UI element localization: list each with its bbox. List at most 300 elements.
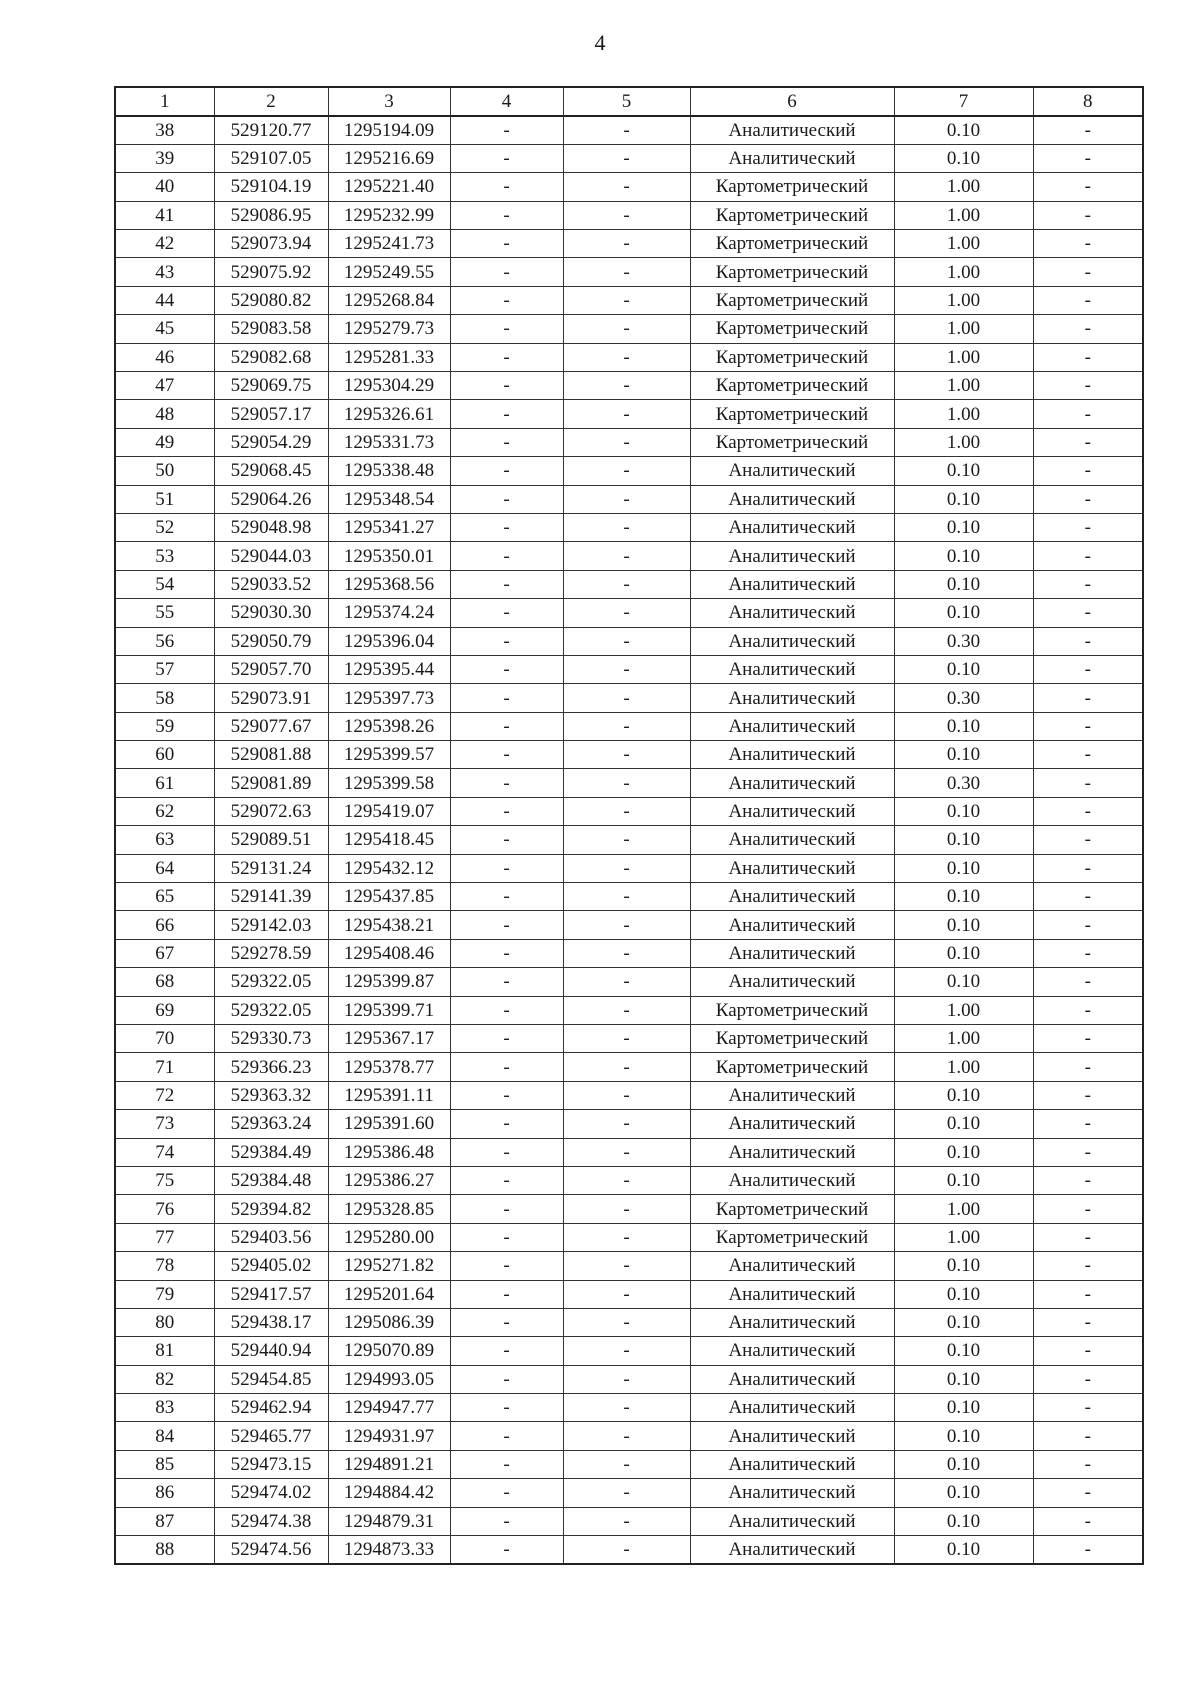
method-cell: Аналитический <box>690 1394 894 1422</box>
method-cell: Аналитический <box>690 570 894 598</box>
col5-cell: - <box>563 911 690 939</box>
col5-cell: - <box>563 372 690 400</box>
y-coordinate-cell: 1294947.77 <box>328 1394 450 1422</box>
table-row <box>115 1166 1143 1194</box>
x-coordinate-cell: 529057.17 <box>214 400 328 428</box>
col4-cell: - <box>450 485 563 513</box>
col5-cell: - <box>563 996 690 1024</box>
x-coordinate-cell: 529107.05 <box>214 144 328 172</box>
col4-cell: - <box>450 741 563 769</box>
point-number-cell: 38 <box>115 116 214 144</box>
table-row <box>115 116 1143 144</box>
table-row <box>115 1081 1143 1109</box>
col5-cell: - <box>563 343 690 371</box>
col8-cell: - <box>1033 1308 1143 1336</box>
table-row <box>115 258 1143 286</box>
col4-cell: - <box>450 315 563 343</box>
column-header-4: 4 <box>450 87 563 116</box>
x-coordinate-cell: 529322.05 <box>214 968 328 996</box>
y-coordinate-cell: 1295241.73 <box>328 230 450 258</box>
point-number-cell: 49 <box>115 428 214 456</box>
point-number-cell: 82 <box>115 1365 214 1393</box>
method-cell: Аналитический <box>690 655 894 683</box>
point-number-cell: 57 <box>115 655 214 683</box>
method-cell: Аналитический <box>690 1252 894 1280</box>
table-row <box>115 1536 1143 1564</box>
col4-cell: - <box>450 1166 563 1194</box>
col4-cell: - <box>450 116 563 144</box>
point-number-cell: 54 <box>115 570 214 598</box>
table-row <box>115 1394 1143 1422</box>
col5-cell: - <box>563 286 690 314</box>
col5-cell: - <box>563 1025 690 1053</box>
col8-cell: - <box>1033 883 1143 911</box>
point-number-cell: 65 <box>115 883 214 911</box>
col8-cell: - <box>1033 599 1143 627</box>
col8-cell: - <box>1033 1280 1143 1308</box>
col8-cell: - <box>1033 343 1143 371</box>
x-coordinate-cell: 529075.92 <box>214 258 328 286</box>
accuracy-cell: 1.00 <box>894 372 1033 400</box>
method-cell: Аналитический <box>690 627 894 655</box>
col8-cell: - <box>1033 712 1143 740</box>
col8-cell: - <box>1033 1195 1143 1223</box>
accuracy-cell: 0.10 <box>894 712 1033 740</box>
column-header-7: 7 <box>894 87 1033 116</box>
col5-cell: - <box>563 1308 690 1336</box>
accuracy-cell: 1.00 <box>894 1053 1033 1081</box>
method-cell: Картометрический <box>690 996 894 1024</box>
point-number-cell: 81 <box>115 1337 214 1365</box>
x-coordinate-cell: 529081.88 <box>214 741 328 769</box>
col4-cell: - <box>450 542 563 570</box>
table-row <box>115 315 1143 343</box>
method-cell: Аналитический <box>690 1166 894 1194</box>
col5-cell: - <box>563 1223 690 1251</box>
col4-cell: - <box>450 258 563 286</box>
col4-cell: - <box>450 1479 563 1507</box>
col5-cell: - <box>563 1394 690 1422</box>
method-cell: Картометрический <box>690 1223 894 1251</box>
y-coordinate-cell: 1295398.26 <box>328 712 450 740</box>
x-coordinate-cell: 529473.15 <box>214 1450 328 1478</box>
y-coordinate-cell: 1295348.54 <box>328 485 450 513</box>
x-coordinate-cell: 529454.85 <box>214 1365 328 1393</box>
col5-cell: - <box>563 1053 690 1081</box>
col8-cell: - <box>1033 627 1143 655</box>
col5-cell: - <box>563 258 690 286</box>
x-coordinate-cell: 529086.95 <box>214 201 328 229</box>
col4-cell: - <box>450 1223 563 1251</box>
y-coordinate-cell: 1295338.48 <box>328 457 450 485</box>
method-cell: Аналитический <box>690 741 894 769</box>
col4-cell: - <box>450 968 563 996</box>
y-coordinate-cell: 1295367.17 <box>328 1025 450 1053</box>
accuracy-cell: 0.10 <box>894 1337 1033 1365</box>
accuracy-cell: 0.10 <box>894 1280 1033 1308</box>
col5-cell: - <box>563 826 690 854</box>
x-coordinate-cell: 529089.51 <box>214 826 328 854</box>
accuracy-cell: 0.10 <box>894 599 1033 627</box>
point-number-cell: 58 <box>115 684 214 712</box>
y-coordinate-cell: 1295280.00 <box>328 1223 450 1251</box>
table-row <box>115 1507 1143 1535</box>
col8-cell: - <box>1033 173 1143 201</box>
col8-cell: - <box>1033 485 1143 513</box>
col4-cell: - <box>450 797 563 825</box>
x-coordinate-cell: 529474.38 <box>214 1507 328 1535</box>
table-row <box>115 1308 1143 1336</box>
table-row <box>115 542 1143 570</box>
point-number-cell: 83 <box>115 1394 214 1422</box>
y-coordinate-cell: 1295397.73 <box>328 684 450 712</box>
method-cell: Аналитический <box>690 1507 894 1535</box>
method-cell: Картометрический <box>690 173 894 201</box>
table-row <box>115 883 1143 911</box>
accuracy-cell: 0.10 <box>894 1252 1033 1280</box>
y-coordinate-cell: 1294884.42 <box>328 1479 450 1507</box>
point-number-cell: 77 <box>115 1223 214 1251</box>
point-number-cell: 42 <box>115 230 214 258</box>
accuracy-cell: 1.00 <box>894 258 1033 286</box>
x-coordinate-cell: 529474.02 <box>214 1479 328 1507</box>
table-row <box>115 144 1143 172</box>
method-cell: Аналитический <box>690 1365 894 1393</box>
accuracy-cell: 0.10 <box>894 1536 1033 1564</box>
x-coordinate-cell: 529030.30 <box>214 599 328 627</box>
point-number-cell: 67 <box>115 939 214 967</box>
col8-cell: - <box>1033 315 1143 343</box>
method-cell: Аналитический <box>690 1337 894 1365</box>
header-row <box>115 87 1143 116</box>
col5-cell: - <box>563 741 690 769</box>
col4-cell: - <box>450 1138 563 1166</box>
point-number-cell: 41 <box>115 201 214 229</box>
column-header-3: 3 <box>328 87 450 116</box>
col8-cell: - <box>1033 996 1143 1024</box>
point-number-cell: 45 <box>115 315 214 343</box>
point-number-cell: 88 <box>115 1536 214 1564</box>
table-row <box>115 457 1143 485</box>
col8-cell: - <box>1033 684 1143 712</box>
col4-cell: - <box>450 173 563 201</box>
col8-cell: - <box>1033 854 1143 882</box>
x-coordinate-cell: 529474.56 <box>214 1536 328 1564</box>
method-cell: Аналитический <box>690 1110 894 1138</box>
y-coordinate-cell: 1294873.33 <box>328 1536 450 1564</box>
y-coordinate-cell: 1295221.40 <box>328 173 450 201</box>
col8-cell: - <box>1033 1252 1143 1280</box>
method-cell: Аналитический <box>690 826 894 854</box>
col4-cell: - <box>450 627 563 655</box>
accuracy-cell: 1.00 <box>894 286 1033 314</box>
col8-cell: - <box>1033 1365 1143 1393</box>
col8-cell: - <box>1033 457 1143 485</box>
x-coordinate-cell: 529278.59 <box>214 939 328 967</box>
y-coordinate-cell: 1295408.46 <box>328 939 450 967</box>
method-cell: Аналитический <box>690 1422 894 1450</box>
method-cell: Аналитический <box>690 939 894 967</box>
y-coordinate-cell: 1295194.09 <box>328 116 450 144</box>
col4-cell: - <box>450 826 563 854</box>
col8-cell: - <box>1033 1110 1143 1138</box>
accuracy-cell: 0.10 <box>894 1450 1033 1478</box>
table-row <box>115 741 1143 769</box>
col8-cell: - <box>1033 797 1143 825</box>
col8-cell: - <box>1033 1479 1143 1507</box>
accuracy-cell: 0.10 <box>894 854 1033 882</box>
table-row <box>115 1280 1143 1308</box>
x-coordinate-cell: 529465.77 <box>214 1422 328 1450</box>
y-coordinate-cell: 1295378.77 <box>328 1053 450 1081</box>
y-coordinate-cell: 1295395.44 <box>328 655 450 683</box>
method-cell: Аналитический <box>690 1450 894 1478</box>
col5-cell: - <box>563 854 690 882</box>
col5-cell: - <box>563 1422 690 1450</box>
table-row <box>115 599 1143 627</box>
x-coordinate-cell: 529104.19 <box>214 173 328 201</box>
x-coordinate-cell: 529384.49 <box>214 1138 328 1166</box>
x-coordinate-cell: 529363.32 <box>214 1081 328 1109</box>
x-coordinate-cell: 529073.91 <box>214 684 328 712</box>
column-header-6: 6 <box>690 87 894 116</box>
method-cell: Картометрический <box>690 428 894 456</box>
table-row <box>115 1479 1143 1507</box>
x-coordinate-cell: 529322.05 <box>214 996 328 1024</box>
col4-cell: - <box>450 684 563 712</box>
col5-cell: - <box>563 769 690 797</box>
col5-cell: - <box>563 1110 690 1138</box>
col8-cell: - <box>1033 201 1143 229</box>
method-cell: Картометрический <box>690 400 894 428</box>
accuracy-cell: 0.10 <box>894 741 1033 769</box>
table-row <box>115 570 1143 598</box>
accuracy-cell: 0.10 <box>894 1479 1033 1507</box>
point-number-cell: 60 <box>115 741 214 769</box>
table-row <box>115 1025 1143 1053</box>
column-header-5: 5 <box>563 87 690 116</box>
col8-cell: - <box>1033 116 1143 144</box>
y-coordinate-cell: 1294891.21 <box>328 1450 450 1478</box>
point-number-cell: 87 <box>115 1507 214 1535</box>
col8-cell: - <box>1033 1223 1143 1251</box>
point-number-cell: 62 <box>115 797 214 825</box>
x-coordinate-cell: 529363.24 <box>214 1110 328 1138</box>
method-cell: Аналитический <box>690 1138 894 1166</box>
col4-cell: - <box>450 996 563 1024</box>
col4-cell: - <box>450 1025 563 1053</box>
col8-cell: - <box>1033 286 1143 314</box>
point-number-cell: 75 <box>115 1166 214 1194</box>
col4-cell: - <box>450 712 563 740</box>
method-cell: Аналитический <box>690 911 894 939</box>
col4-cell: - <box>450 1195 563 1223</box>
col4-cell: - <box>450 911 563 939</box>
accuracy-cell: 1.00 <box>894 1223 1033 1251</box>
y-coordinate-cell: 1295326.61 <box>328 400 450 428</box>
x-coordinate-cell: 529080.82 <box>214 286 328 314</box>
point-number-cell: 43 <box>115 258 214 286</box>
column-header-2: 2 <box>214 87 328 116</box>
table-row <box>115 996 1143 1024</box>
col4-cell: - <box>450 1365 563 1393</box>
col4-cell: - <box>450 1337 563 1365</box>
col5-cell: - <box>563 797 690 825</box>
accuracy-cell: 0.10 <box>894 1365 1033 1393</box>
point-number-cell: 72 <box>115 1081 214 1109</box>
accuracy-cell: 1.00 <box>894 996 1033 1024</box>
col5-cell: - <box>563 542 690 570</box>
col8-cell: - <box>1033 1337 1143 1365</box>
method-cell: Аналитический <box>690 485 894 513</box>
accuracy-cell: 0.10 <box>894 1507 1033 1535</box>
table-row <box>115 684 1143 712</box>
col4-cell: - <box>450 286 563 314</box>
x-coordinate-cell: 529405.02 <box>214 1252 328 1280</box>
table-row <box>115 1337 1143 1365</box>
col8-cell: - <box>1033 911 1143 939</box>
x-coordinate-cell: 529054.29 <box>214 428 328 456</box>
col4-cell: - <box>450 1280 563 1308</box>
col8-cell: - <box>1033 1081 1143 1109</box>
col8-cell: - <box>1033 570 1143 598</box>
point-number-cell: 78 <box>115 1252 214 1280</box>
col4-cell: - <box>450 1450 563 1478</box>
method-cell: Картометрический <box>690 315 894 343</box>
point-number-cell: 64 <box>115 854 214 882</box>
x-coordinate-cell: 529142.03 <box>214 911 328 939</box>
y-coordinate-cell: 1295201.64 <box>328 1280 450 1308</box>
table-row <box>115 968 1143 996</box>
method-cell: Картометрический <box>690 286 894 314</box>
point-number-cell: 61 <box>115 769 214 797</box>
table-row <box>115 1110 1143 1138</box>
col4-cell: - <box>450 400 563 428</box>
accuracy-cell: 1.00 <box>894 1025 1033 1053</box>
col5-cell: - <box>563 1365 690 1393</box>
col5-cell: - <box>563 1337 690 1365</box>
table-row <box>115 655 1143 683</box>
col8-cell: - <box>1033 542 1143 570</box>
method-cell: Картометрический <box>690 201 894 229</box>
page-number: 4 <box>594 30 606 55</box>
y-coordinate-cell: 1295249.55 <box>328 258 450 286</box>
y-coordinate-cell: 1295341.27 <box>328 513 450 541</box>
y-coordinate-cell: 1295399.57 <box>328 741 450 769</box>
table-row <box>115 854 1143 882</box>
accuracy-cell: 0.10 <box>894 1138 1033 1166</box>
y-coordinate-cell: 1295374.24 <box>328 599 450 627</box>
accuracy-cell: 0.10 <box>894 655 1033 683</box>
table-row <box>115 911 1143 939</box>
col8-cell: - <box>1033 741 1143 769</box>
col5-cell: - <box>563 400 690 428</box>
col5-cell: - <box>563 457 690 485</box>
y-coordinate-cell: 1295399.71 <box>328 996 450 1024</box>
method-cell: Аналитический <box>690 1536 894 1564</box>
col8-cell: - <box>1033 258 1143 286</box>
accuracy-cell: 1.00 <box>894 428 1033 456</box>
x-coordinate-cell: 529069.75 <box>214 372 328 400</box>
accuracy-cell: 0.10 <box>894 1308 1033 1336</box>
accuracy-cell: 0.10 <box>894 968 1033 996</box>
table-header <box>115 87 1143 116</box>
point-number-cell: 53 <box>115 542 214 570</box>
x-coordinate-cell: 529403.56 <box>214 1223 328 1251</box>
y-coordinate-cell: 1295437.85 <box>328 883 450 911</box>
col8-cell: - <box>1033 826 1143 854</box>
accuracy-cell: 0.10 <box>894 911 1033 939</box>
point-number-cell: 66 <box>115 911 214 939</box>
col8-cell: - <box>1033 1138 1143 1166</box>
y-coordinate-cell: 1295438.21 <box>328 911 450 939</box>
y-coordinate-cell: 1295304.29 <box>328 372 450 400</box>
point-number-cell: 63 <box>115 826 214 854</box>
col4-cell: - <box>450 854 563 882</box>
y-coordinate-cell: 1295386.48 <box>328 1138 450 1166</box>
point-number-cell: 56 <box>115 627 214 655</box>
x-coordinate-cell: 529438.17 <box>214 1308 328 1336</box>
col5-cell: - <box>563 116 690 144</box>
y-coordinate-cell: 1295268.84 <box>328 286 450 314</box>
accuracy-cell: 0.10 <box>894 939 1033 967</box>
x-coordinate-cell: 529081.89 <box>214 769 328 797</box>
y-coordinate-cell: 1295350.01 <box>328 542 450 570</box>
table-row <box>115 939 1143 967</box>
table-row <box>115 826 1143 854</box>
accuracy-cell: 0.30 <box>894 684 1033 712</box>
y-coordinate-cell: 1295391.11 <box>328 1081 450 1109</box>
col5-cell: - <box>563 968 690 996</box>
table-row <box>115 428 1143 456</box>
x-coordinate-cell: 529440.94 <box>214 1337 328 1365</box>
x-coordinate-cell: 529064.26 <box>214 485 328 513</box>
point-number-cell: 40 <box>115 173 214 201</box>
col5-cell: - <box>563 599 690 627</box>
table-row <box>115 1365 1143 1393</box>
col4-cell: - <box>450 599 563 627</box>
accuracy-cell: 0.10 <box>894 1110 1033 1138</box>
table-row <box>115 201 1143 229</box>
col5-cell: - <box>563 1536 690 1564</box>
accuracy-cell: 0.10 <box>894 116 1033 144</box>
column-header-1: 1 <box>115 87 214 116</box>
y-coordinate-cell: 1295419.07 <box>328 797 450 825</box>
accuracy-cell: 0.10 <box>894 1166 1033 1194</box>
table-row <box>115 1138 1143 1166</box>
col4-cell: - <box>450 1081 563 1109</box>
table-row <box>115 1450 1143 1478</box>
method-cell: Аналитический <box>690 1479 894 1507</box>
col4-cell: - <box>450 343 563 371</box>
x-coordinate-cell: 529077.67 <box>214 712 328 740</box>
point-number-cell: 73 <box>115 1110 214 1138</box>
accuracy-cell: 1.00 <box>894 173 1033 201</box>
point-number-cell: 55 <box>115 599 214 627</box>
x-coordinate-cell: 529083.58 <box>214 315 328 343</box>
accuracy-cell: 0.10 <box>894 883 1033 911</box>
accuracy-cell: 0.10 <box>894 1394 1033 1422</box>
method-cell: Картометрический <box>690 343 894 371</box>
x-coordinate-cell: 529068.45 <box>214 457 328 485</box>
point-number-cell: 79 <box>115 1280 214 1308</box>
col4-cell: - <box>450 201 563 229</box>
y-coordinate-cell: 1295396.04 <box>328 627 450 655</box>
method-cell: Аналитический <box>690 513 894 541</box>
y-coordinate-cell: 1294993.05 <box>328 1365 450 1393</box>
col4-cell: - <box>450 769 563 797</box>
table-body <box>115 116 1143 1564</box>
